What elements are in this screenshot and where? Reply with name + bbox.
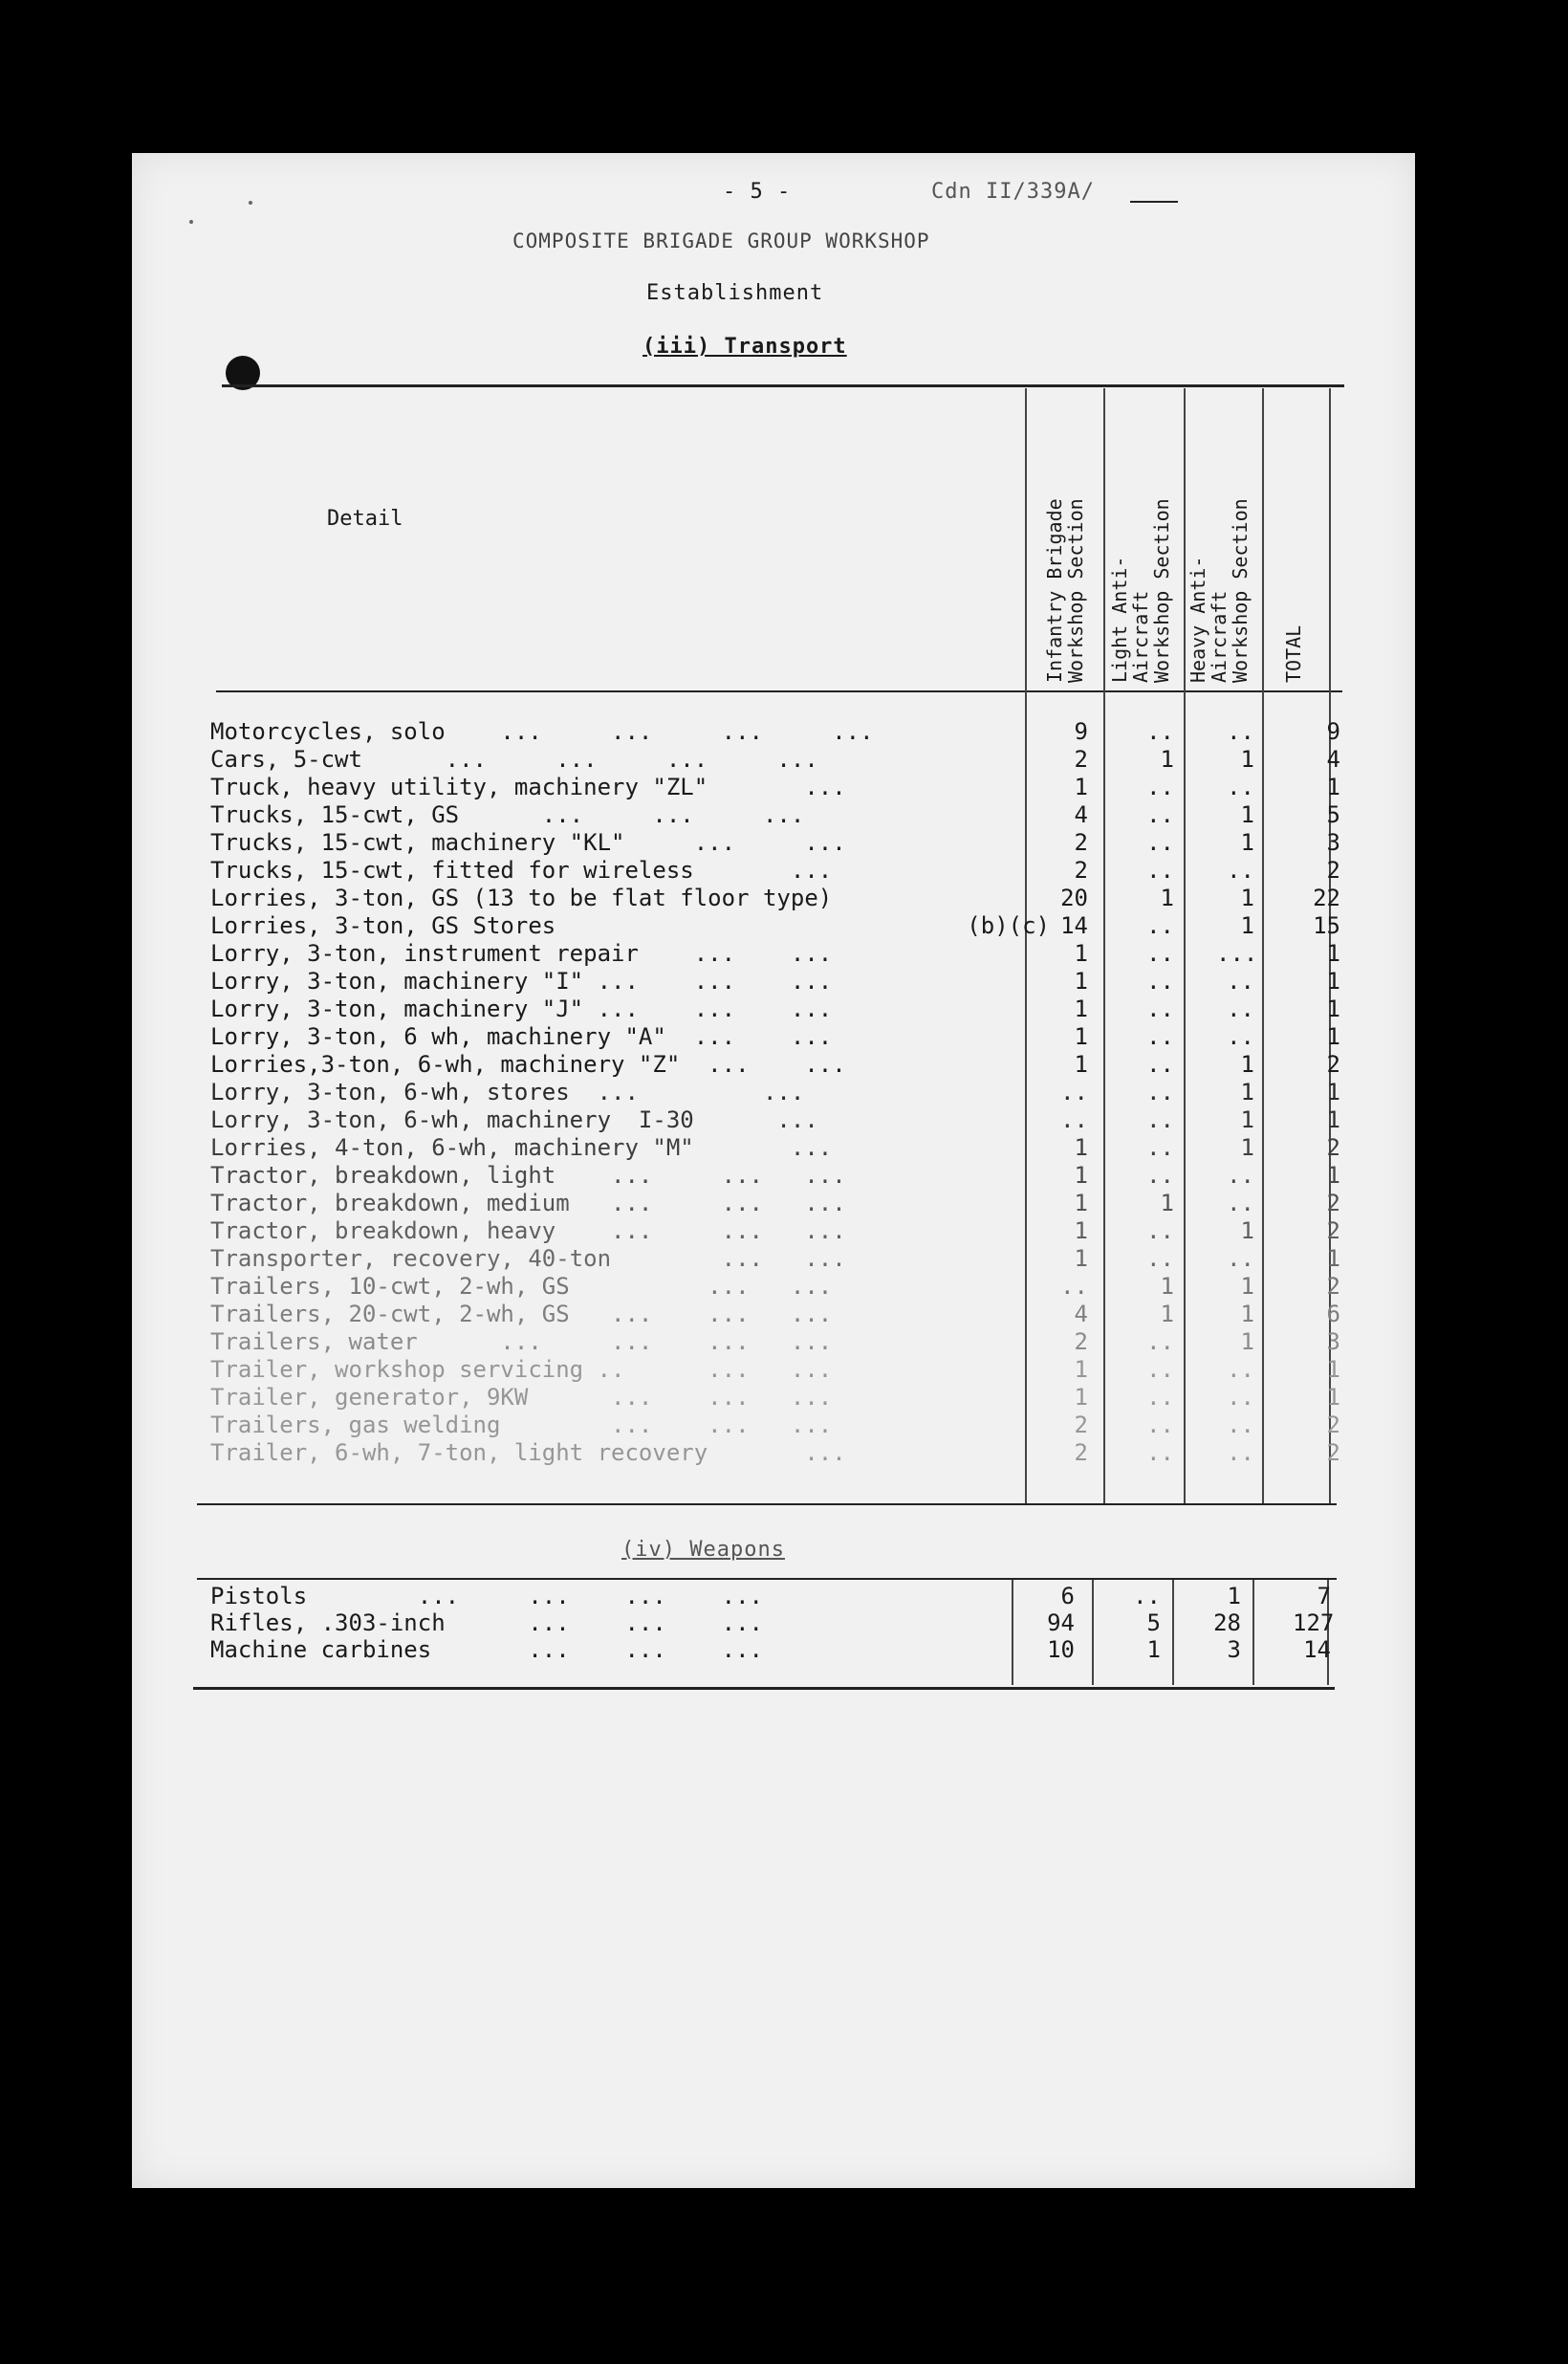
table-row xyxy=(132,1329,1415,1355)
light-aa-count: 1 xyxy=(1160,1301,1174,1327)
heavy-aa-count: .. xyxy=(1227,1356,1254,1383)
light-aa-count: .. xyxy=(1146,718,1174,745)
unit-title: COMPOSITE BRIGADE GROUP WORKSHOP xyxy=(512,230,930,252)
table-row xyxy=(132,747,1415,773)
heavy-aa-count: 3 xyxy=(1227,1636,1241,1663)
light-aa-count: .. xyxy=(1146,912,1174,939)
row-detail: Lorry, 3-ton, 6 wh, machinery "A" ... ... xyxy=(210,1023,833,1050)
light-aa-count: .. xyxy=(1146,1384,1174,1411)
row-detail: Transporter, recovery, 40-ton ... ... xyxy=(210,1245,846,1272)
light-aa-count: .. xyxy=(1146,940,1174,967)
light-aa-count: 1 xyxy=(1160,746,1174,773)
total-count: 2 xyxy=(1326,1217,1340,1244)
heavy-aa-count: 1 xyxy=(1240,1079,1254,1105)
infantry-count: 1 xyxy=(1074,1023,1088,1050)
infantry-count: 14 xyxy=(1060,912,1088,939)
infantry-count: 2 xyxy=(1074,1439,1088,1466)
infantry-count: 1 xyxy=(1074,774,1088,800)
infantry-count: 1 xyxy=(1074,1051,1088,1078)
table-row xyxy=(132,1385,1415,1411)
total-count: 4 xyxy=(1326,746,1340,773)
document-page xyxy=(132,153,1415,2188)
infantry-count: 1 xyxy=(1074,1217,1088,1244)
row-detail: Lorry, 3-ton, instrument repair ... ... xyxy=(210,940,833,967)
row-detail: Lorries,3-ton, 6-wh, machinery "Z" ... ... xyxy=(210,1051,846,1078)
ink-speck xyxy=(189,220,193,224)
light-aa-count: .. xyxy=(1146,774,1174,800)
total-count: 5 xyxy=(1326,801,1340,828)
heavy-aa-count: .. xyxy=(1227,1412,1254,1438)
row-detail: Trailer, workshop servicing .. ... ... xyxy=(210,1356,833,1383)
heavy-aa-count: 1 xyxy=(1240,885,1254,911)
total-count: 7 xyxy=(1317,1583,1331,1609)
row-detail: Motorcycles, solo ... ... ... ... xyxy=(210,718,874,745)
row-detail: Trailers, water ... ... ... ... xyxy=(210,1328,833,1355)
heavy-aa-count: 1 xyxy=(1240,1051,1254,1078)
infantry-count: .. xyxy=(1060,1106,1088,1133)
total-count: 2 xyxy=(1326,1439,1340,1466)
total-count: 15 xyxy=(1313,912,1340,939)
table-top-rule xyxy=(222,384,1344,387)
light-aa-count: 5 xyxy=(1146,1609,1161,1636)
table-row xyxy=(132,1107,1415,1133)
row-detail: Trailer, generator, 9KW ... ... ... xyxy=(210,1384,833,1411)
total-count: 2 xyxy=(1326,1134,1340,1161)
table-row xyxy=(132,1135,1415,1161)
column-header-detail: Detail xyxy=(327,507,403,531)
heavy-aa-count: 1 xyxy=(1227,1583,1241,1609)
heavy-aa-count: 1 xyxy=(1240,1134,1254,1161)
infantry-count: 1 xyxy=(1074,1190,1088,1216)
row-detail: Trailer, 6-wh, 7-ton, light recovery ... xyxy=(210,1439,846,1466)
heavy-aa-count: .. xyxy=(1227,1439,1254,1466)
row-detail: Lorry, 3-ton, machinery "J" ... ... ... xyxy=(210,996,833,1022)
table-row xyxy=(132,969,1415,995)
weapons-top-rule xyxy=(197,1578,1337,1580)
file-reference-blank xyxy=(1130,201,1178,203)
light-aa-count: .. xyxy=(1146,1051,1174,1078)
total-count: 3 xyxy=(1326,1328,1340,1355)
total-count: 2 xyxy=(1326,1412,1340,1438)
section-heading-transport: (iii) Transport xyxy=(642,335,847,359)
light-aa-count: .. xyxy=(1146,801,1174,828)
light-aa-count: .. xyxy=(1146,1439,1174,1466)
heavy-aa-count: 1 xyxy=(1240,746,1254,773)
heavy-aa-count: .. xyxy=(1227,774,1254,800)
light-aa-count: .. xyxy=(1146,1217,1174,1244)
infantry-count: 20 xyxy=(1060,885,1088,911)
light-aa-count: 1 xyxy=(1160,885,1174,911)
infantry-count: 1 xyxy=(1074,1356,1088,1383)
total-count: 1 xyxy=(1326,1106,1340,1133)
infantry-count: 2 xyxy=(1074,1412,1088,1438)
table-row xyxy=(132,775,1415,800)
total-count: 1 xyxy=(1326,1356,1340,1383)
column-header-infantry-brigade: Infantry Brigade Workshop Section xyxy=(1043,498,1087,683)
row-detail: Trucks, 15-cwt, machinery "KL" ... ... xyxy=(210,829,846,856)
ink-speck xyxy=(249,201,252,205)
row-detail: Lorry, 3-ton, machinery "I" ... ... ... xyxy=(210,968,833,995)
infantry-count: 2 xyxy=(1074,1328,1088,1355)
infantry-count: 1 xyxy=(1074,940,1088,967)
total-count: 1 xyxy=(1326,996,1340,1022)
total-count: 127 xyxy=(1293,1609,1335,1636)
heavy-aa-count: .. xyxy=(1227,1162,1254,1189)
file-reference: Cdn II/339A/ xyxy=(931,180,1095,204)
table-row xyxy=(132,1163,1415,1189)
total-count: 1 xyxy=(1326,1384,1340,1411)
table-bottom-rule xyxy=(197,1503,1337,1505)
table-row xyxy=(132,802,1415,828)
heavy-aa-count: 1 xyxy=(1240,1106,1254,1133)
heavy-aa-count: .. xyxy=(1227,1190,1254,1216)
total-count: 1 xyxy=(1326,968,1340,995)
total-count: 1 xyxy=(1326,1079,1340,1105)
heavy-aa-count: ... xyxy=(1216,940,1258,967)
table-row xyxy=(132,996,1415,1022)
total-count: 1 xyxy=(1326,1162,1340,1189)
row-detail: Cars, 5-cwt ... ... ... ... xyxy=(210,746,818,773)
heavy-aa-count: .. xyxy=(1227,968,1254,995)
row-detail: Lorries, 3-ton, GS (13 to be flat floor type) xyxy=(210,885,833,911)
row-detail: Trailers, 10-cwt, 2-wh, GS ... ... xyxy=(210,1273,833,1300)
table-row xyxy=(132,1440,1415,1466)
row-detail: Pistols ... ... ... ... xyxy=(210,1583,763,1609)
table-row xyxy=(132,1218,1415,1244)
light-aa-count: .. xyxy=(1146,1106,1174,1133)
table-row xyxy=(132,1024,1415,1050)
total-count: 1 xyxy=(1326,1245,1340,1272)
heavy-aa-count: .. xyxy=(1227,857,1254,884)
light-aa-count: .. xyxy=(1146,1162,1174,1189)
row-detail: Trucks, 15-cwt, GS ... ... ... xyxy=(210,801,805,828)
table-row xyxy=(132,858,1415,884)
total-count: 3 xyxy=(1326,829,1340,856)
heavy-aa-count: 1 xyxy=(1240,1273,1254,1300)
header-bottom-rule xyxy=(216,690,1342,692)
infantry-count: .. xyxy=(1060,1273,1088,1300)
table-row xyxy=(132,1246,1415,1272)
table-row xyxy=(132,1302,1415,1327)
table-row xyxy=(132,886,1415,911)
table-row xyxy=(132,719,1415,745)
light-aa-count: .. xyxy=(1146,857,1174,884)
column-header-total: TOTAL xyxy=(1282,624,1305,683)
column-header-heavy-aa: Heavy Anti- Aircraft Workshop Section xyxy=(1187,498,1252,683)
heavy-aa-count: .. xyxy=(1227,1023,1254,1050)
row-detail: Lorries, 4-ton, 6-wh, machinery "M" ... xyxy=(210,1134,833,1161)
table-row xyxy=(132,941,1415,967)
infantry-count: 2 xyxy=(1074,746,1088,773)
table-row xyxy=(132,1637,1415,1663)
row-detail: Machine carbines ... ... ... xyxy=(210,1636,763,1663)
total-count: 1 xyxy=(1326,1023,1340,1050)
table-row xyxy=(132,1052,1415,1078)
row-footnote-ref: (b)(c) xyxy=(967,912,1050,939)
heavy-aa-count: 28 xyxy=(1213,1609,1241,1636)
table-row xyxy=(132,1584,1415,1609)
light-aa-count: .. xyxy=(1146,968,1174,995)
heavy-aa-count: .. xyxy=(1227,996,1254,1022)
table-row xyxy=(132,1412,1415,1438)
total-count: 2 xyxy=(1326,857,1340,884)
infantry-count: 4 xyxy=(1074,1301,1088,1327)
heavy-aa-count: 1 xyxy=(1240,912,1254,939)
row-detail: Rifles, .303-inch ... ... ... xyxy=(210,1609,763,1636)
light-aa-count: .. xyxy=(1146,1245,1174,1272)
infantry-count: 1 xyxy=(1074,968,1088,995)
light-aa-count: .. xyxy=(1146,1412,1174,1438)
heavy-aa-count: 1 xyxy=(1240,1328,1254,1355)
light-aa-count: 1 xyxy=(1146,1636,1161,1663)
heavy-aa-count: 1 xyxy=(1240,801,1254,828)
infantry-count: 1 xyxy=(1074,1134,1088,1161)
column-header-light-aa: Light Anti- Aircraft Workshop Section xyxy=(1108,498,1173,683)
table-row xyxy=(132,913,1415,939)
total-count: 2 xyxy=(1326,1273,1340,1300)
row-detail: Tractor, breakdown, light ... ... ... xyxy=(210,1162,846,1189)
row-detail: Tractor, breakdown, medium ... ... ... xyxy=(210,1190,846,1216)
total-count: 1 xyxy=(1326,940,1340,967)
total-count: 2 xyxy=(1326,1051,1340,1078)
infantry-count: 6 xyxy=(1060,1583,1075,1609)
infantry-count: 2 xyxy=(1074,857,1088,884)
light-aa-count: 1 xyxy=(1160,1273,1174,1300)
light-aa-count: .. xyxy=(1146,1356,1174,1383)
row-detail: Tractor, breakdown, heavy ... ... ... xyxy=(210,1217,846,1244)
light-aa-count: .. xyxy=(1146,1023,1174,1050)
total-count: 22 xyxy=(1313,885,1340,911)
total-count: 6 xyxy=(1326,1301,1340,1327)
heavy-aa-count: .. xyxy=(1227,718,1254,745)
document-subtitle: Establishment xyxy=(646,281,824,305)
total-count: 2 xyxy=(1326,1190,1340,1216)
table-row xyxy=(132,1080,1415,1105)
light-aa-count: .. xyxy=(1146,1134,1174,1161)
row-detail: Lorry, 3-ton, 6-wh, machinery I-30 ... xyxy=(210,1106,818,1133)
infantry-count: 2 xyxy=(1074,829,1088,856)
heavy-aa-count: 1 xyxy=(1240,1301,1254,1327)
row-detail: Trucks, 15-cwt, fitted for wireless ... xyxy=(210,857,833,884)
heavy-aa-count: 1 xyxy=(1240,829,1254,856)
heavy-aa-count: 1 xyxy=(1240,1217,1254,1244)
table-row xyxy=(132,830,1415,856)
infantry-count: 94 xyxy=(1047,1609,1075,1636)
infantry-count: 9 xyxy=(1074,718,1088,745)
page-number: - 5 - xyxy=(723,180,792,204)
row-detail: Truck, heavy utility, machinery "ZL" ... xyxy=(210,774,846,800)
light-aa-count: .. xyxy=(1146,829,1174,856)
light-aa-count: .. xyxy=(1146,1079,1174,1105)
total-count: 9 xyxy=(1326,718,1340,745)
infantry-count: 4 xyxy=(1074,801,1088,828)
infantry-count: 1 xyxy=(1074,1162,1088,1189)
section-heading-weapons: (iv) Weapons xyxy=(621,1538,785,1562)
light-aa-count: .. xyxy=(1146,996,1174,1022)
row-detail: Trailers, gas welding ... ... ... xyxy=(210,1412,833,1438)
infantry-count: 1 xyxy=(1074,1245,1088,1272)
light-aa-count: .. xyxy=(1146,1328,1174,1355)
table-row xyxy=(132,1191,1415,1216)
table-row xyxy=(132,1274,1415,1300)
weapons-bottom-rule xyxy=(193,1687,1335,1690)
total-count: 14 xyxy=(1303,1636,1331,1663)
infantry-count: 10 xyxy=(1047,1636,1075,1663)
light-aa-count: 1 xyxy=(1160,1190,1174,1216)
infantry-count: 1 xyxy=(1074,1384,1088,1411)
table-row xyxy=(132,1357,1415,1383)
infantry-count: .. xyxy=(1060,1079,1088,1105)
row-detail: Trailers, 20-cwt, 2-wh, GS ... ... ... xyxy=(210,1301,833,1327)
infantry-count: 1 xyxy=(1074,996,1088,1022)
heavy-aa-count: .. xyxy=(1227,1384,1254,1411)
row-detail: Lorry, 3-ton, 6-wh, stores ... ... xyxy=(210,1079,805,1105)
heavy-aa-count: .. xyxy=(1227,1245,1254,1272)
light-aa-count: .. xyxy=(1133,1583,1161,1609)
table-row xyxy=(132,1610,1415,1636)
total-count: 1 xyxy=(1326,774,1340,800)
row-detail: Lorries, 3-ton, GS Stores xyxy=(210,912,556,939)
